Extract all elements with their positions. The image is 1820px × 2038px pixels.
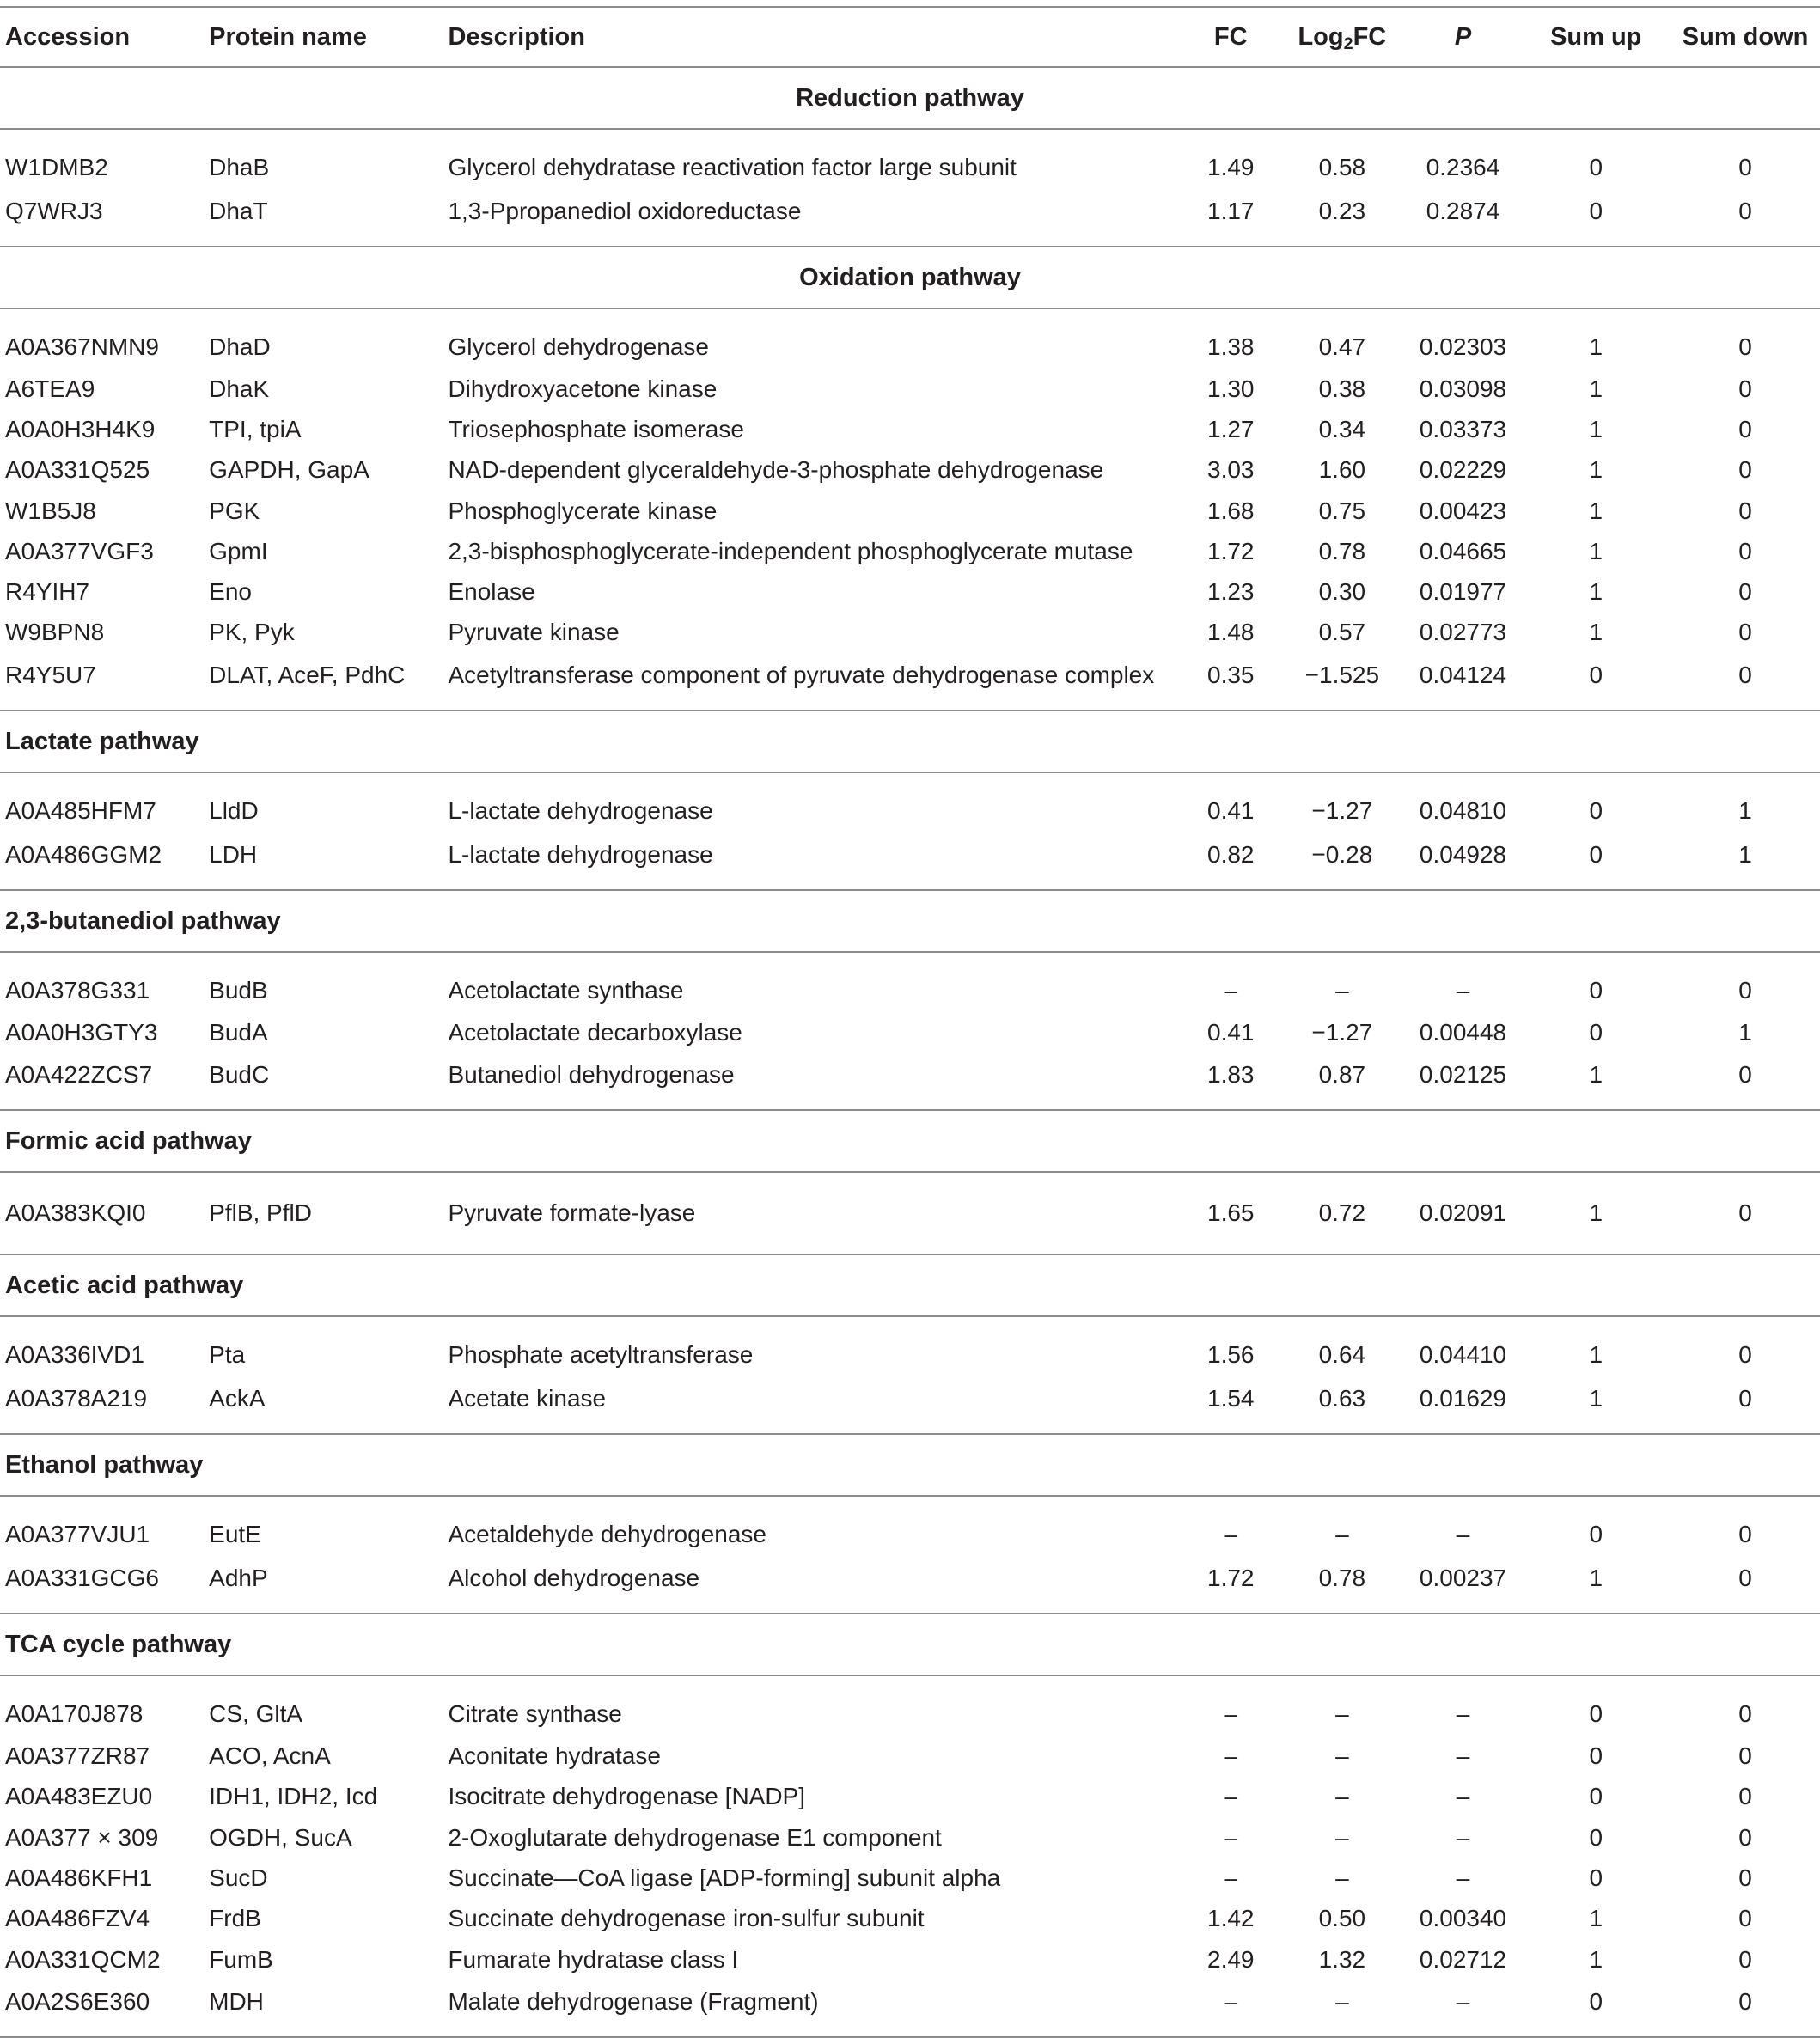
cell-description: Acetolactate synthase — [448, 977, 684, 1004]
cell-protein-name: DhaD — [209, 333, 271, 360]
cell-log2fc: 0.63 — [1279, 1376, 1405, 1434]
cell-protein-name: EutE — [209, 1521, 261, 1548]
cell-sum-up: 1 — [1589, 537, 1603, 564]
cell-sum-down: 0 — [1738, 415, 1752, 442]
cell-sum-down: 0 — [1738, 497, 1752, 524]
cell-sum-down: 0 — [1738, 1945, 1752, 1973]
cell-sum-up: 0 — [1521, 653, 1670, 711]
cell-p-value: 0.2874 — [1405, 189, 1522, 247]
cell-accession: A0A367NMN9 — [5, 333, 159, 360]
table-row — [0, 833, 1820, 890]
cell-protein-name: BudC — [209, 1053, 448, 1110]
cell-fc: 3.03 — [1207, 456, 1255, 484]
cell-log2fc: 0.64 — [1318, 1341, 1366, 1369]
cell-log2fc: 0.23 — [1279, 189, 1405, 247]
cell-protein-name: DhaB — [209, 154, 270, 180]
cell-p-value: 0.01977 — [1419, 578, 1507, 606]
cell-sum-down: 0 — [1670, 1053, 1820, 1110]
cell-accession: A0A331Q525 — [5, 456, 150, 484]
cell-log2fc: 0.78 — [1279, 1556, 1405, 1614]
table-row — [0, 1556, 1820, 1614]
cell-log2fc: – — [1335, 1700, 1349, 1728]
cell-protein-name: MDH — [209, 1980, 448, 2037]
table-row — [0, 772, 1820, 833]
cell-accession: A0A377ZR87 — [5, 1742, 150, 1770]
cell-sum-down: 0 — [1738, 1905, 1752, 1932]
table-row — [0, 1899, 1820, 1939]
table-row — [0, 409, 1820, 449]
cell-accession: W1B5J8 — [5, 497, 96, 524]
cell-protein-name: AckA — [209, 1376, 448, 1434]
header-log2fc-sub: 2 — [1343, 34, 1353, 53]
cell-p-value: 0.00237 — [1405, 1556, 1522, 1614]
cell-description: Phosphoglycerate kinase — [448, 497, 718, 524]
cell-protein-name: FrdB — [209, 1905, 261, 1932]
cell-sum-down: 0 — [1738, 375, 1752, 402]
cell-fc: – — [1224, 1700, 1238, 1728]
cell-protein-name: OGDH, SucA — [209, 1823, 352, 1851]
cell-sum-down: 1 — [1738, 797, 1752, 825]
cell-p-value: – — [1405, 1980, 1522, 2037]
table-row — [0, 1376, 1820, 1434]
section-title: Oxidation pathway — [0, 247, 1820, 308]
table-row — [0, 1053, 1820, 1110]
cell-fc: – — [1224, 1823, 1238, 1851]
cell-p-value: 0.04928 — [1405, 833, 1522, 890]
cell-fc: 1.56 — [1207, 1341, 1255, 1369]
cell-p-value: 0.03373 — [1419, 415, 1507, 442]
cell-p-value: – — [1456, 1783, 1470, 1810]
cell-sum-up: 1 — [1589, 375, 1603, 402]
cell-sum-up: 0 — [1589, 1700, 1603, 1728]
cell-sum-up: 1 — [1589, 456, 1603, 484]
cell-protein-name: GAPDH, GapA — [209, 456, 369, 484]
cell-fc: – — [1182, 1980, 1279, 2037]
cell-sum-down: 0 — [1738, 1521, 1752, 1548]
cell-accession: A0A0H3GTY3 — [5, 1018, 158, 1046]
header-log2fc-base: Log — [1298, 22, 1344, 51]
cell-p-value: 0.03098 — [1419, 375, 1507, 402]
cell-sum-up: 1 — [1589, 1341, 1603, 1369]
cell-p-value: – — [1456, 1742, 1470, 1770]
cell-description: 2,3-bisphosphoglycerate-independent phosphoglycerate mutase — [448, 537, 1133, 564]
cell-sum-down: 0 — [1670, 1172, 1820, 1254]
cell-p-value: 0.02091 — [1405, 1172, 1522, 1254]
cell-fc: 0.41 — [1207, 797, 1255, 825]
cell-protein-name: LldD — [209, 797, 259, 825]
table-row — [0, 952, 1820, 1012]
table-row — [0, 450, 1820, 491]
cell-sum-up: 1 — [1589, 578, 1603, 606]
cell-description: Isocitrate dehydrogenase [NADP] — [448, 1783, 806, 1810]
section-header-row — [0, 247, 1820, 308]
cell-fc: 1.48 — [1207, 619, 1255, 646]
table-row — [0, 1316, 1820, 1376]
cell-fc: – — [1224, 1521, 1238, 1548]
header-sum-up: Sum up — [1521, 7, 1670, 67]
cell-fc: 1.83 — [1182, 1053, 1279, 1110]
cell-accession: A0A0H3H4K9 — [5, 415, 156, 442]
section-title: Ethanol pathway — [0, 1434, 1820, 1496]
cell-log2fc: – — [1335, 977, 1349, 1004]
cell-accession: A0A336IVD1 — [5, 1341, 144, 1369]
cell-sum-down: 1 — [1738, 1018, 1752, 1046]
cell-sum-down: 0 — [1670, 1980, 1820, 2037]
table-row — [0, 1172, 1820, 1254]
cell-protein-name: Eno — [209, 578, 252, 606]
cell-sum-down: 0 — [1738, 619, 1752, 646]
cell-accession: A0A378G331 — [5, 977, 150, 1004]
cell-sum-up: 1 — [1589, 497, 1603, 524]
cell-accession: R4Y5U7 — [0, 653, 209, 711]
table-row — [0, 1496, 1820, 1556]
section-header-row — [0, 67, 1820, 129]
section-title: 2,3-butanediol pathway — [0, 890, 1820, 952]
cell-description: Pyruvate formate-lyase — [448, 1172, 1182, 1254]
cell-accession: A0A486KFH1 — [5, 1864, 153, 1891]
cell-protein-name: DhaT — [209, 189, 448, 247]
cell-description: Succinate—CoA ligase [ADP-forming] subunit alpha — [448, 1864, 1001, 1891]
header-accession: Accession — [0, 7, 209, 67]
cell-protein-name: IDH1, IDH2, Icd — [209, 1783, 378, 1810]
cell-sum-up: 0 — [1589, 1864, 1603, 1891]
table-row — [0, 531, 1820, 571]
cell-accession: A0A377VGF3 — [5, 537, 154, 564]
cell-accession: R4YIH7 — [5, 578, 90, 606]
cell-description: Malate dehydrogenase (Fragment) — [448, 1980, 1182, 2037]
cell-sum-up: 0 — [1521, 833, 1670, 890]
cell-sum-down: 0 — [1670, 1376, 1820, 1434]
section-header-row — [0, 1254, 1820, 1316]
section-header-row — [0, 890, 1820, 952]
cell-description: Succinate dehydrogenase iron-sulfur subunit — [448, 1905, 925, 1932]
cell-log2fc: – — [1335, 1823, 1349, 1851]
cell-accession: A0A383KQI0 — [0, 1172, 209, 1254]
cell-accession: Q7WRJ3 — [0, 189, 209, 247]
cell-protein-name: PK, Pyk — [209, 619, 295, 646]
cell-description: Butanediol dehydrogenase — [448, 1053, 1182, 1110]
cell-fc: 1.30 — [1207, 375, 1255, 402]
cell-log2fc: – — [1335, 1521, 1349, 1548]
cell-sum-down: 0 — [1738, 1341, 1752, 1369]
cell-p-value: – — [1456, 977, 1470, 1004]
header-p: P — [1405, 7, 1522, 67]
cell-log2fc: 0.50 — [1318, 1905, 1366, 1932]
cell-sum-up: 1 — [1589, 415, 1603, 442]
cell-log2fc: – — [1335, 1742, 1349, 1770]
cell-log2fc: 0.34 — [1318, 415, 1366, 442]
cell-sum-up: 1 — [1521, 1053, 1670, 1110]
cell-protein-name: DLAT, AceF, PdhC — [209, 653, 448, 711]
cell-log2fc: −1.525 — [1279, 653, 1405, 711]
cell-log2fc: 0.38 — [1318, 375, 1366, 402]
cell-accession: A0A2S6E360 — [0, 1980, 209, 2037]
cell-fc: 0.35 — [1182, 653, 1279, 711]
cell-p-value: 0.00423 — [1419, 497, 1507, 524]
cell-sum-down: 0 — [1738, 1700, 1752, 1728]
cell-sum-down: 0 — [1738, 154, 1752, 180]
cell-fc: 1.27 — [1207, 415, 1255, 442]
cell-accession: A0A170J878 — [5, 1700, 144, 1728]
cell-description: NAD-dependent glyceraldehyde-3-phosphate dehydrogenase — [448, 456, 1104, 484]
cell-log2fc: 1.32 — [1318, 1945, 1366, 1973]
cell-sum-up: 0 — [1589, 797, 1603, 825]
cell-p-value: 0.02712 — [1419, 1945, 1507, 1973]
cell-sum-up: 0 — [1589, 1521, 1603, 1548]
cell-description: 2-Oxoglutarate dehydrogenase E1 component — [448, 1823, 942, 1851]
cell-accession: W1DMB2 — [5, 154, 108, 180]
table-row — [0, 613, 1820, 653]
pathway-protein-table — [0, 6, 1820, 2038]
cell-protein-name: BudB — [209, 977, 268, 1004]
header-log2fc — [1279, 7, 1405, 67]
cell-p-value: 0.04124 — [1405, 653, 1522, 711]
cell-description: Fumarate hydratase class I — [448, 1945, 739, 1973]
cell-description: Glycerol dehydrogenase — [448, 333, 709, 360]
table-row — [0, 129, 1820, 189]
cell-fc: – — [1224, 1783, 1238, 1810]
cell-accession: W9BPN8 — [5, 619, 105, 646]
cell-p-value: 0.02773 — [1419, 619, 1507, 646]
table-row — [0, 308, 1820, 369]
cell-sum-down: 0 — [1738, 977, 1752, 1004]
cell-sum-down: 0 — [1738, 537, 1752, 564]
cell-description: Acetate kinase — [448, 1376, 1182, 1434]
cell-sum-down: 1 — [1670, 833, 1820, 890]
cell-accession: A0A378A219 — [0, 1376, 209, 1434]
cell-sum-up: 1 — [1589, 333, 1603, 360]
cell-p-value: 0.02303 — [1419, 333, 1507, 360]
cell-sum-up: 1 — [1589, 1905, 1603, 1932]
cell-protein-name: PflB, PflD — [209, 1172, 448, 1254]
cell-log2fc: 1.60 — [1318, 456, 1366, 484]
cell-accession: A0A485HFM7 — [5, 797, 156, 825]
table-body — [0, 67, 1820, 2037]
cell-accession: A0A331QCM2 — [5, 1945, 161, 1973]
cell-sum-up: 0 — [1521, 1980, 1670, 2037]
cell-fc: 0.82 — [1182, 833, 1279, 890]
cell-accession: A0A483EZU0 — [5, 1783, 153, 1810]
cell-p-value: 0.00448 — [1419, 1018, 1507, 1046]
cell-accession: A0A422ZCS7 — [0, 1053, 209, 1110]
cell-sum-down: 0 — [1738, 456, 1752, 484]
cell-fc: 1.23 — [1207, 578, 1255, 606]
cell-protein-name: Pta — [209, 1341, 246, 1369]
cell-description: Pyruvate kinase — [448, 619, 620, 646]
cell-description: Acetyltransferase component of pyruvate dehydrogenase complex — [448, 653, 1182, 711]
cell-fc: – — [1224, 1742, 1238, 1770]
header-fc: FC — [1182, 7, 1279, 67]
cell-fc: 1.38 — [1207, 333, 1255, 360]
cell-fc: – — [1224, 977, 1238, 1004]
cell-protein-name: CS, GltA — [209, 1700, 303, 1728]
cell-description: Glycerol dehydratase reactivation factor large subunit — [448, 154, 1017, 180]
cell-log2fc: – — [1335, 1783, 1349, 1810]
cell-p-value: 0.04810 — [1419, 797, 1507, 825]
cell-sum-down: 0 — [1738, 1783, 1752, 1810]
cell-fc: 1.42 — [1207, 1905, 1255, 1932]
table-row — [0, 1736, 1820, 1776]
table-row — [0, 189, 1820, 247]
cell-sum-up: 1 — [1521, 1376, 1670, 1434]
table-row — [0, 491, 1820, 531]
cell-sum-down: 0 — [1738, 1864, 1752, 1891]
cell-log2fc: 0.87 — [1279, 1053, 1405, 1110]
cell-p-value: 0.02125 — [1405, 1053, 1522, 1110]
cell-sum-up: 1 — [1589, 619, 1603, 646]
cell-description: 1,3-Ppropanediol oxidoreductase — [448, 189, 1182, 247]
header-sum-down: Sum down — [1670, 7, 1820, 67]
cell-protein-name: BudA — [209, 1018, 268, 1046]
cell-sum-down: 0 — [1670, 653, 1820, 711]
cell-protein-name: DhaK — [209, 375, 270, 402]
cell-sum-up: 0 — [1589, 977, 1603, 1004]
table-row — [0, 1817, 1820, 1858]
cell-log2fc: 0.75 — [1318, 497, 1366, 524]
cell-fc: 1.65 — [1182, 1172, 1279, 1254]
table-row — [0, 1012, 1820, 1053]
cell-protein-name: PGK — [209, 497, 260, 524]
cell-sum-down: 0 — [1738, 578, 1752, 606]
cell-fc: 1.72 — [1207, 537, 1255, 564]
header-row — [0, 7, 1820, 67]
cell-description: Alcohol dehydrogenase — [448, 1556, 1182, 1614]
cell-protein-name: FumB — [209, 1945, 273, 1973]
cell-log2fc: – — [1335, 1864, 1349, 1891]
table-row — [0, 369, 1820, 409]
cell-description: Citrate synthase — [448, 1700, 622, 1728]
cell-log2fc: −1.27 — [1311, 797, 1373, 825]
cell-p-value: 0.04410 — [1419, 1341, 1507, 1369]
cell-description: Dihydroxyacetone kinase — [448, 375, 718, 402]
cell-p-value: – — [1456, 1700, 1470, 1728]
section-title: Formic acid pathway — [0, 1110, 1820, 1172]
cell-log2fc: −0.28 — [1279, 833, 1405, 890]
cell-sum-down: 0 — [1738, 1823, 1752, 1851]
cell-description: L-lactate dehydrogenase — [448, 833, 1182, 890]
cell-p-value: 0.04665 — [1419, 537, 1507, 564]
cell-p-value: – — [1456, 1823, 1470, 1851]
cell-sum-up: 0 — [1521, 189, 1670, 247]
cell-fc: 1.72 — [1182, 1556, 1279, 1614]
table-row — [0, 571, 1820, 612]
cell-p-value: – — [1456, 1521, 1470, 1548]
cell-fc: 1.68 — [1207, 497, 1255, 524]
table-row — [0, 653, 1820, 711]
cell-fc: 1.17 — [1182, 189, 1279, 247]
cell-fc: – — [1224, 1864, 1238, 1891]
cell-accession: A0A377 × 309 — [5, 1823, 159, 1851]
section-title: Lactate pathway — [0, 711, 1820, 772]
cell-sum-up: 1 — [1521, 1172, 1670, 1254]
cell-fc: 1.49 — [1207, 154, 1255, 180]
cell-sum-up: 1 — [1589, 1945, 1603, 1973]
cell-description: Aconitate hydratase — [448, 1742, 661, 1770]
cell-log2fc: −1.27 — [1311, 1018, 1373, 1046]
header-log2fc-suffix: FC — [1353, 22, 1387, 51]
section-title: Reduction pathway — [0, 67, 1820, 129]
cell-log2fc: 0.78 — [1318, 537, 1366, 564]
cell-sum-up: 1 — [1521, 1556, 1670, 1614]
cell-p-value: 0.01629 — [1405, 1376, 1522, 1434]
cell-description: Acetolactate decarboxylase — [448, 1018, 742, 1046]
cell-sum-down: 0 — [1738, 333, 1752, 360]
cell-sum-down: 0 — [1670, 1556, 1820, 1614]
cell-sum-up: 0 — [1589, 1742, 1603, 1770]
cell-description: Phosphate acetyltransferase — [448, 1341, 754, 1369]
cell-sum-up: 0 — [1589, 1823, 1603, 1851]
table-row — [0, 1939, 1820, 1980]
cell-log2fc: – — [1279, 1980, 1405, 2037]
section-header-row — [0, 1614, 1820, 1675]
table-row — [0, 1777, 1820, 1817]
cell-accession: A0A331GCG6 — [0, 1556, 209, 1614]
cell-sum-up: 0 — [1589, 1783, 1603, 1810]
header-protein-name: Protein name — [209, 7, 448, 67]
section-header-row — [0, 711, 1820, 772]
cell-accession: A0A486FZV4 — [5, 1905, 150, 1932]
cell-accession: A0A486GGM2 — [0, 833, 209, 890]
cell-description: Acetaldehyde dehydrogenase — [448, 1521, 766, 1548]
cell-p-value: 0.00340 — [1419, 1905, 1507, 1932]
cell-fc: 2.49 — [1207, 1945, 1255, 1973]
cell-accession: A0A377VJU1 — [5, 1521, 150, 1548]
table-row — [0, 1980, 1820, 2037]
section-title: TCA cycle pathway — [0, 1614, 1820, 1675]
section-header-row — [0, 1434, 1820, 1496]
cell-accession: A6TEA9 — [5, 375, 95, 402]
cell-protein-name: LDH — [209, 833, 448, 890]
cell-protein-name: GpmI — [209, 537, 268, 564]
cell-log2fc: 0.30 — [1318, 578, 1366, 606]
cell-fc: 1.54 — [1182, 1376, 1279, 1434]
cell-log2fc: 0.72 — [1279, 1172, 1405, 1254]
cell-sum-down: 0 — [1670, 189, 1820, 247]
cell-protein-name: SucD — [209, 1864, 268, 1891]
cell-p-value: 0.02229 — [1419, 456, 1507, 484]
section-title: Acetic acid pathway — [0, 1254, 1820, 1316]
cell-sum-up: 0 — [1589, 1018, 1603, 1046]
cell-protein-name: TPI, tpiA — [209, 415, 302, 442]
section-header-row — [0, 1110, 1820, 1172]
cell-log2fc: 0.47 — [1318, 333, 1366, 360]
table-row — [0, 1858, 1820, 1898]
cell-protein-name: AdhP — [209, 1556, 448, 1614]
cell-log2fc: 0.57 — [1318, 619, 1366, 646]
cell-description: Enolase — [448, 578, 535, 606]
cell-description: L-lactate dehydrogenase — [448, 797, 713, 825]
cell-p-value: – — [1456, 1864, 1470, 1891]
cell-fc: 0.41 — [1207, 1018, 1255, 1046]
cell-sum-up: 0 — [1589, 154, 1603, 180]
cell-log2fc: 0.58 — [1318, 154, 1366, 180]
cell-sum-down: 0 — [1738, 1742, 1752, 1770]
cell-description: Triosephosphate isomerase — [448, 415, 744, 442]
cell-protein-name: ACO, AcnA — [209, 1742, 331, 1770]
header-description: Description — [448, 7, 1182, 67]
cell-p-value: 0.2364 — [1426, 154, 1500, 180]
table-row — [0, 1675, 1820, 1736]
